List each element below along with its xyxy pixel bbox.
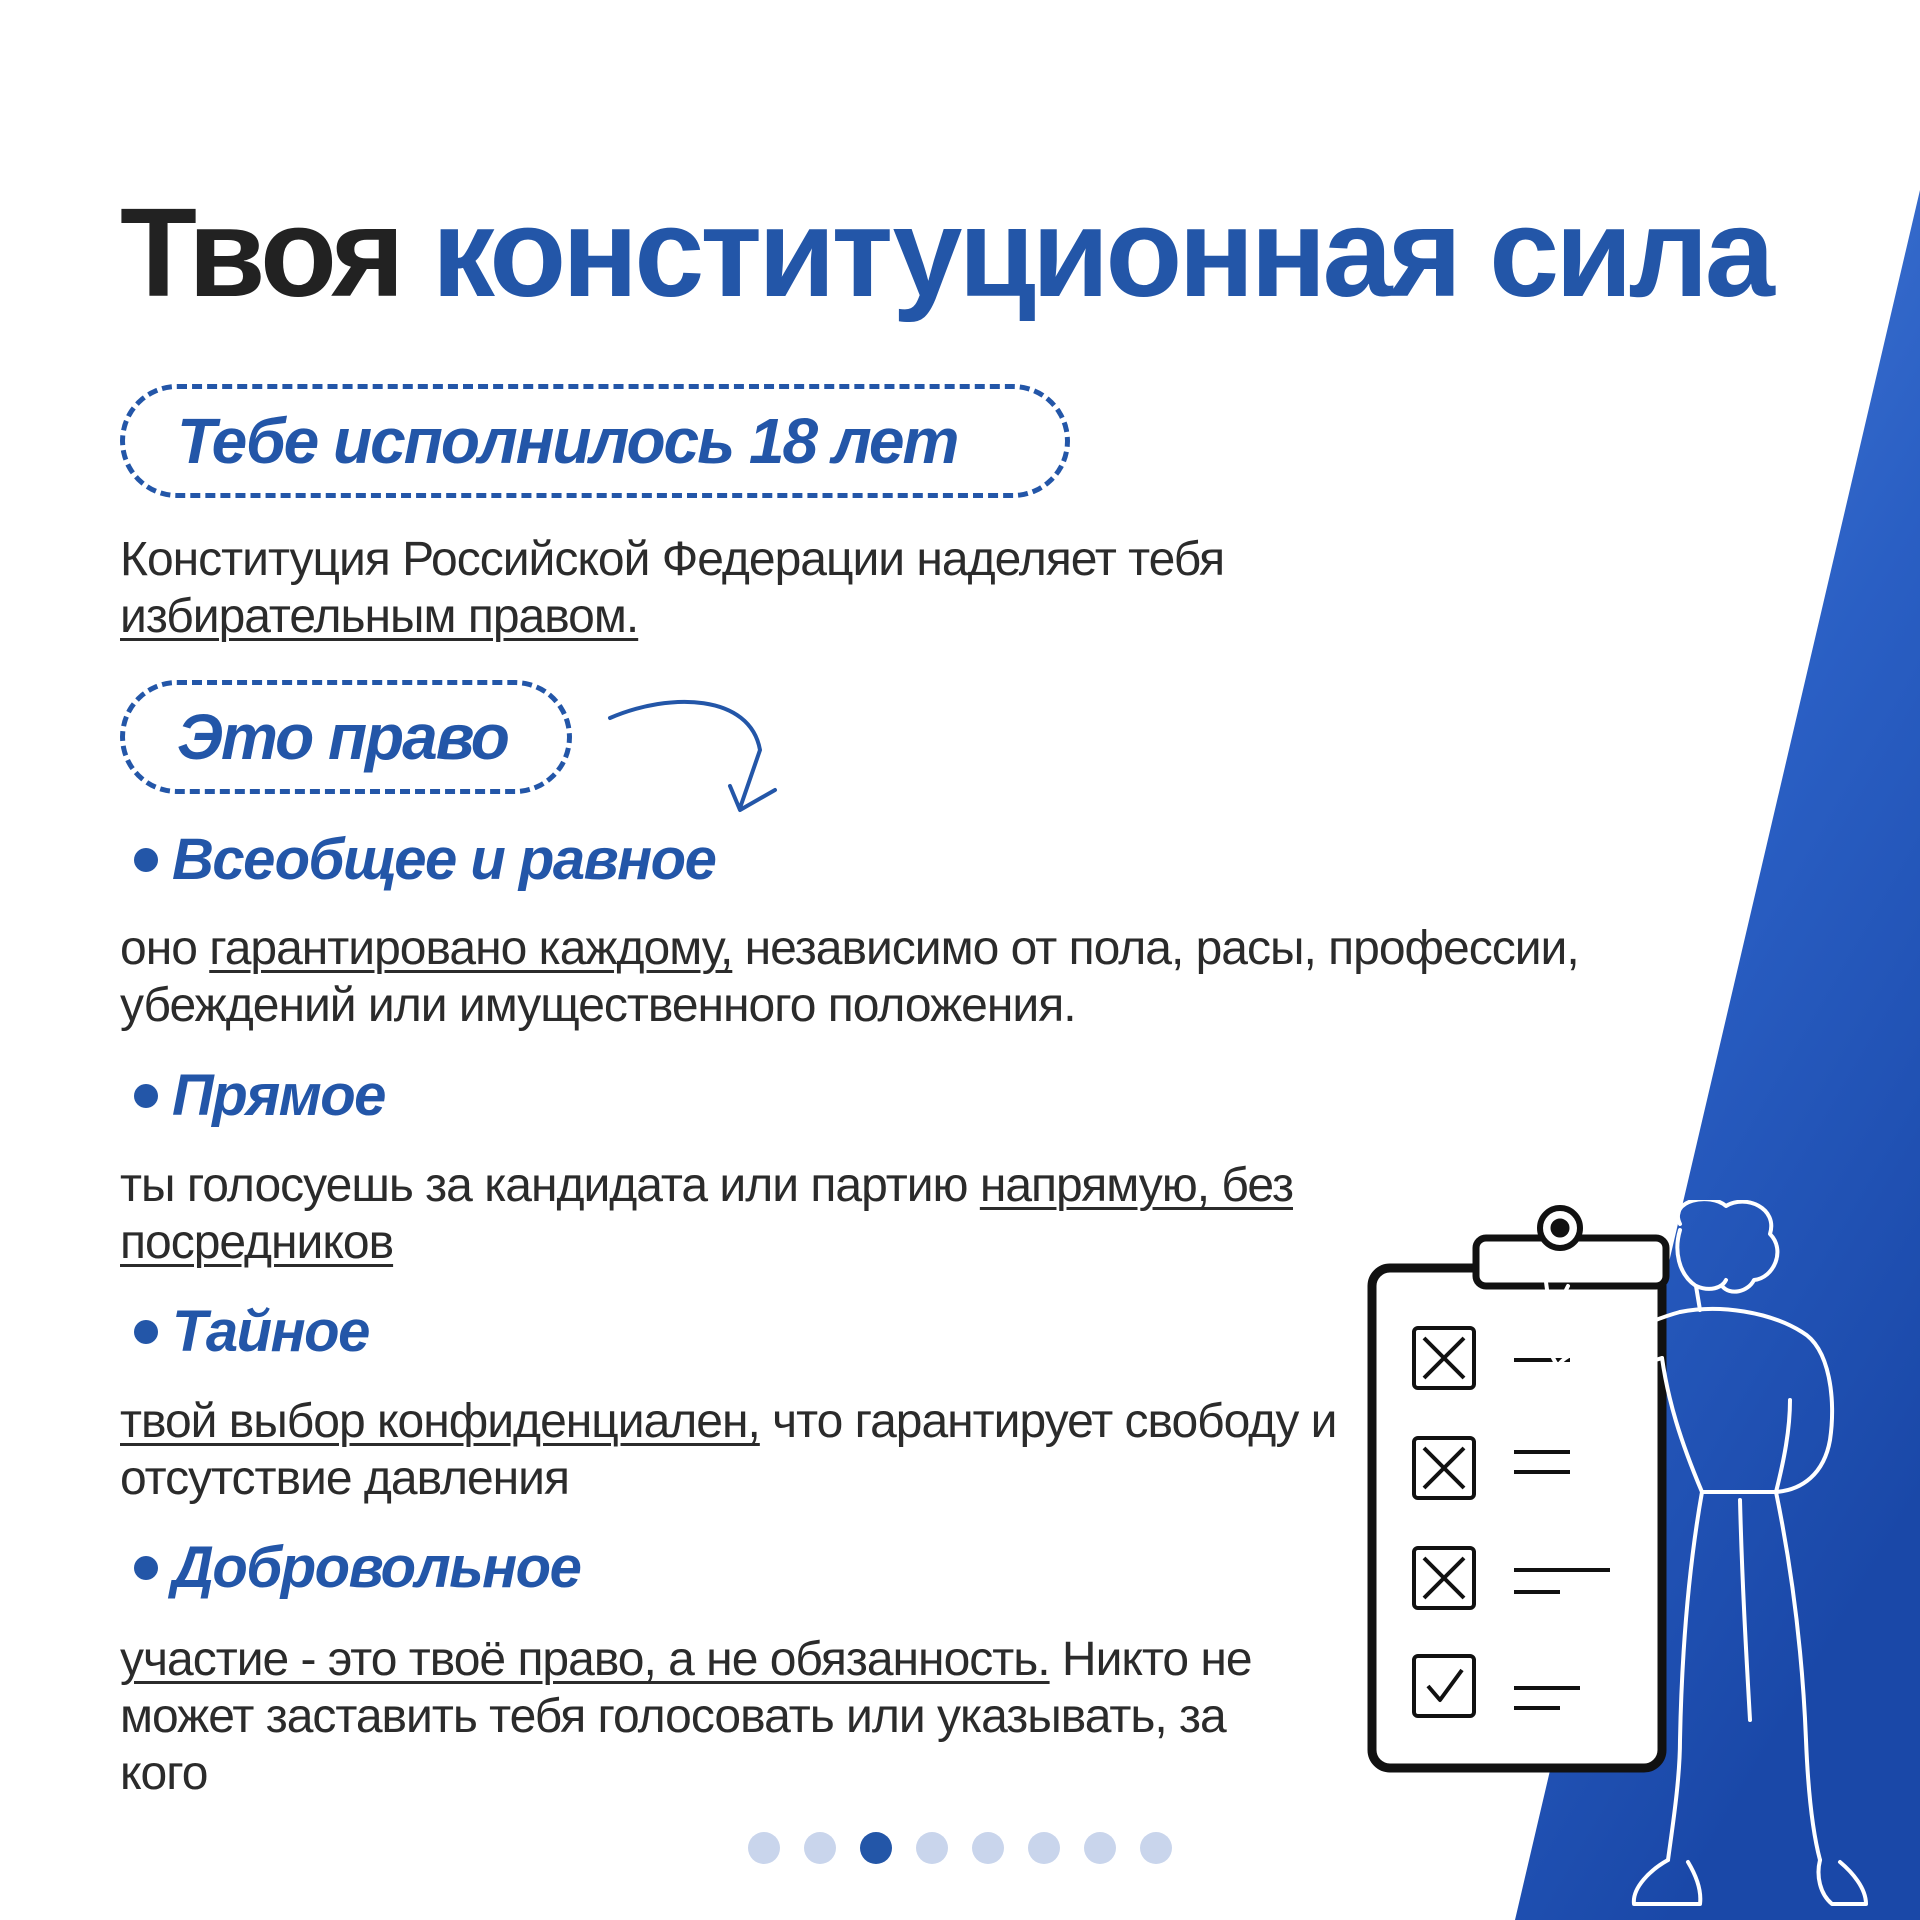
principle-text-suffix: что гарантирует свободу и отсутствие давления (120, 1395, 1337, 1505)
principle-heading-voluntary (134, 1534, 580, 1601)
curved-arrow-icon (600, 690, 790, 820)
voting-illustration (1350, 1200, 1870, 1920)
page-dot[interactable] (1028, 1832, 1060, 1864)
principle-text-voluntary (120, 1631, 1280, 1802)
intro-paragraph (120, 531, 1520, 645)
principle-heading-text: Всеобщее и равное (172, 827, 716, 892)
page-dot[interactable] (804, 1832, 836, 1864)
title-part-1: Твоя (120, 182, 401, 323)
principle-heading-universal (134, 826, 715, 893)
principle-heading-secret (134, 1298, 369, 1365)
bullet-dot-icon (134, 1320, 158, 1344)
checklist-clipboard-icon (1372, 1208, 1666, 1768)
age-badge (120, 384, 1070, 498)
principle-text-underlined: участие - это твоё право, а не обязанность. (120, 1633, 1050, 1686)
page-dot[interactable] (1140, 1832, 1172, 1864)
principle-heading-text: Тайное (172, 1299, 369, 1364)
principle-heading-text: Прямое (172, 1063, 385, 1128)
intro-underlined: избирательным правом. (120, 590, 639, 643)
right-badge (120, 680, 572, 794)
page-dot[interactable] (748, 1832, 780, 1864)
bullet-dot-icon (134, 1556, 158, 1580)
page-dot[interactable] (1084, 1832, 1116, 1864)
page-title (120, 182, 1771, 323)
principle-text-suffix: независимо от пола, расы, профессии, убеждений или имущественного положения. (120, 922, 1579, 1032)
principle-text-prefix: ты голосуешь за кандидата или партию (120, 1159, 980, 1212)
principle-text-prefix: оно (120, 922, 210, 975)
principle-text-suffix: Никто не может заставить тебя голосовать или указывать, за кого (120, 1633, 1252, 1800)
bullet-dot-icon (134, 848, 158, 872)
principle-heading-text: Добровольное (172, 1535, 581, 1600)
principle-heading-direct (134, 1062, 385, 1129)
principle-text-underlined: твой выбор конфиденциален, (120, 1395, 760, 1448)
right-badge-label: Это право (177, 701, 508, 773)
intro-text: Конституция Российской Федерации наделяет тебя (120, 533, 1225, 586)
page-dot[interactable] (916, 1832, 948, 1864)
principle-text-secret (120, 1393, 1360, 1507)
title-part-2: конституционная сила (431, 182, 1771, 323)
principle-text-underlined: напрямую, без посредников (120, 1159, 1293, 1269)
principle-text-underlined: гарантировано каждому, (209, 922, 733, 975)
page-dot-active[interactable] (860, 1832, 892, 1864)
age-badge-label: Тебе исполнилось 18 лет (177, 405, 958, 477)
page-dot[interactable] (972, 1832, 1004, 1864)
principle-text-universal (120, 920, 1680, 1034)
bullet-dot-icon (134, 1084, 158, 1108)
pagination-dots (748, 1832, 1172, 1864)
principle-text-direct (120, 1157, 1500, 1271)
